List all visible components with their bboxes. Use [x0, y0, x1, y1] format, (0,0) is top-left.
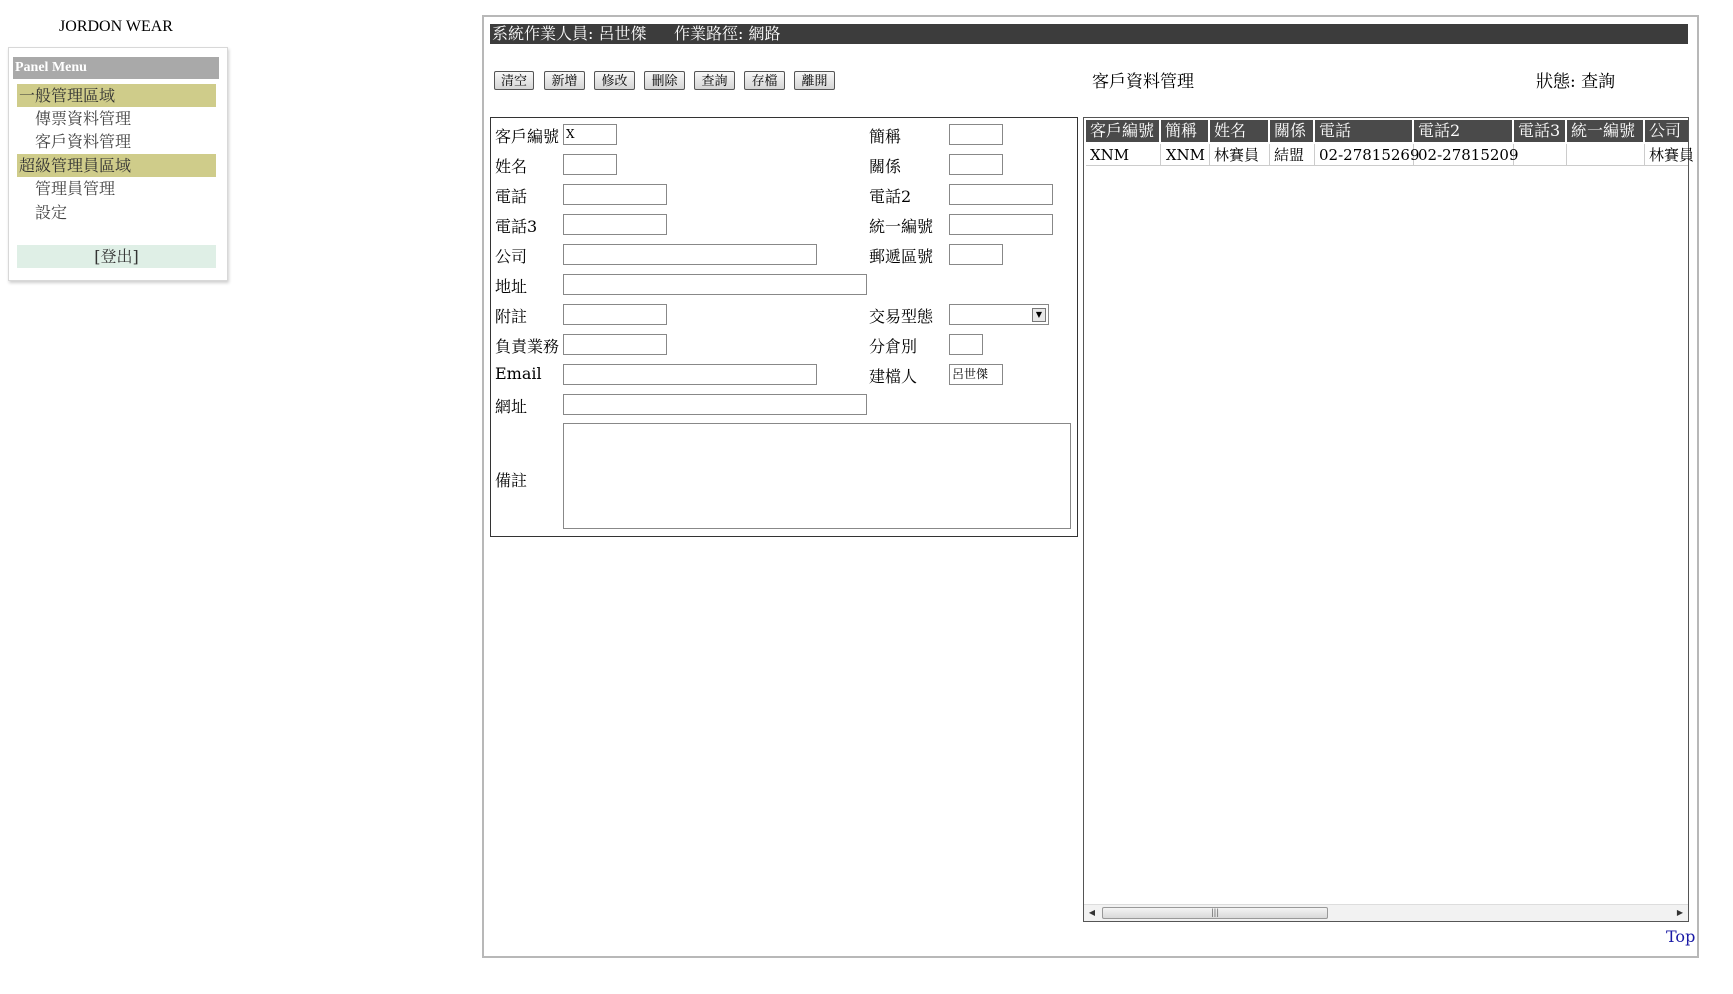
- column-header[interactable]: 客戶編號: [1086, 120, 1161, 142]
- remarks-textarea[interactable]: [563, 423, 1071, 529]
- customer-id-input[interactable]: X: [563, 124, 617, 145]
- section-super-admin[interactable]: 超級管理員區域: [17, 154, 216, 177]
- menu-item-settings[interactable]: 設定: [35, 203, 68, 222]
- relation-input[interactable]: [949, 154, 1003, 175]
- table-cell[interactable]: 林賽員: [1645, 144, 1688, 166]
- website-input[interactable]: [563, 394, 867, 415]
- operator-label: 系統作業人員: 呂世傑: [492, 24, 647, 43]
- address-input[interactable]: [563, 274, 867, 295]
- save-button[interactable]: 存檔: [744, 71, 785, 90]
- column-header[interactable]: 統一編號: [1567, 120, 1645, 142]
- email-label: Email: [495, 364, 542, 383]
- path-label: 作業路徑: 網路: [674, 24, 781, 43]
- note1-input[interactable]: [563, 304, 667, 325]
- add-button[interactable]: 新增: [544, 71, 585, 90]
- panel-menu-title: Panel Menu: [13, 57, 219, 79]
- table-cell[interactable]: 02-27815269: [1315, 144, 1414, 166]
- zip-input[interactable]: [949, 244, 1003, 265]
- chevron-down-icon[interactable]: ▼: [1032, 308, 1046, 322]
- customer-grid: [1083, 117, 1695, 922]
- panel-menu: [8, 47, 228, 281]
- table-cell[interactable]: 02-27815209: [1414, 144, 1514, 166]
- phone2-input[interactable]: [949, 184, 1053, 205]
- menu-item-customer[interactable]: 客戶資料管理: [35, 132, 132, 151]
- phone3-label: 電話3: [495, 217, 538, 236]
- exit-button[interactable]: 離開: [794, 71, 835, 90]
- phone2-label: 電話2: [869, 187, 912, 206]
- column-header[interactable]: 姓名: [1210, 120, 1270, 142]
- tax-id-input[interactable]: [949, 214, 1053, 235]
- logout-link[interactable]: [登出]: [17, 245, 216, 268]
- delete-button[interactable]: 刪除: [644, 71, 685, 90]
- table-cell[interactable]: XNM: [1086, 144, 1161, 166]
- company-input[interactable]: [563, 244, 817, 265]
- query-button[interactable]: 查詢: [694, 71, 735, 90]
- phone3-input[interactable]: [563, 214, 667, 235]
- customer-form: [490, 117, 1078, 537]
- status-label: 狀態: 查詢: [1536, 72, 1616, 92]
- creator-label: 建檔人: [869, 367, 918, 386]
- brand-title: JORDON WEAR: [59, 18, 173, 35]
- table-cell[interactable]: 林賽員: [1210, 144, 1270, 166]
- phone-input[interactable]: [563, 184, 667, 205]
- column-header[interactable]: 簡稱: [1161, 120, 1210, 142]
- address-label: 地址: [495, 277, 528, 296]
- tax-id-label: 統一編號: [869, 217, 934, 236]
- scroll-right-icon[interactable]: ▶: [1676, 908, 1684, 917]
- note1-label: 附註: [495, 307, 528, 326]
- scroll-left-icon[interactable]: ◀: [1088, 908, 1096, 917]
- phone-label: 電話: [495, 187, 528, 206]
- table-cell[interactable]: [1514, 144, 1567, 166]
- warehouse-label: 分倉別: [869, 337, 918, 356]
- remarks-label: 備註: [495, 471, 528, 490]
- header-bar: [490, 24, 1688, 44]
- relation-label: 關係: [869, 157, 902, 176]
- creator-input[interactable]: 呂世傑: [949, 364, 1003, 385]
- page-title: 客戶資料管理: [1092, 72, 1194, 92]
- name-label: 姓名: [495, 157, 528, 176]
- name-input[interactable]: [563, 154, 617, 175]
- sales-rep-label: 負責業務: [495, 337, 560, 356]
- website-label: 網址: [495, 397, 528, 416]
- customer-id-label: 客戶編號: [495, 127, 560, 146]
- short-name-input[interactable]: [949, 124, 1003, 145]
- table-cell[interactable]: XNM: [1161, 144, 1210, 166]
- zip-label: 郵遞區號: [869, 247, 934, 266]
- section-general-admin[interactable]: 一般管理區域: [17, 84, 216, 107]
- column-header[interactable]: 關係: [1270, 120, 1315, 142]
- top-link[interactable]: Top: [1666, 927, 1696, 946]
- table-cell[interactable]: 結盟: [1270, 144, 1315, 166]
- table-cell[interactable]: [1567, 144, 1645, 166]
- clear-button[interactable]: 清空: [494, 71, 534, 90]
- trade-type-label: 交易型態: [869, 307, 934, 326]
- column-header[interactable]: 電話2: [1414, 120, 1514, 142]
- scrollbar-thumb[interactable]: |||: [1102, 907, 1328, 919]
- menu-item-voucher[interactable]: 傳票資料管理: [35, 109, 132, 128]
- horizontal-scrollbar[interactable]: [1084, 904, 1688, 921]
- edit-button[interactable]: 修改: [594, 71, 635, 90]
- column-header[interactable]: 電話3: [1514, 120, 1567, 142]
- column-header[interactable]: 公司: [1645, 120, 1688, 142]
- company-label: 公司: [495, 247, 528, 266]
- menu-item-admin-management[interactable]: 管理員管理: [35, 179, 116, 198]
- warehouse-input[interactable]: [949, 334, 983, 355]
- email-input[interactable]: [563, 364, 817, 385]
- column-header[interactable]: 電話: [1315, 120, 1414, 142]
- sales-rep-input[interactable]: [563, 334, 667, 355]
- short-name-label: 簡稱: [869, 127, 902, 146]
